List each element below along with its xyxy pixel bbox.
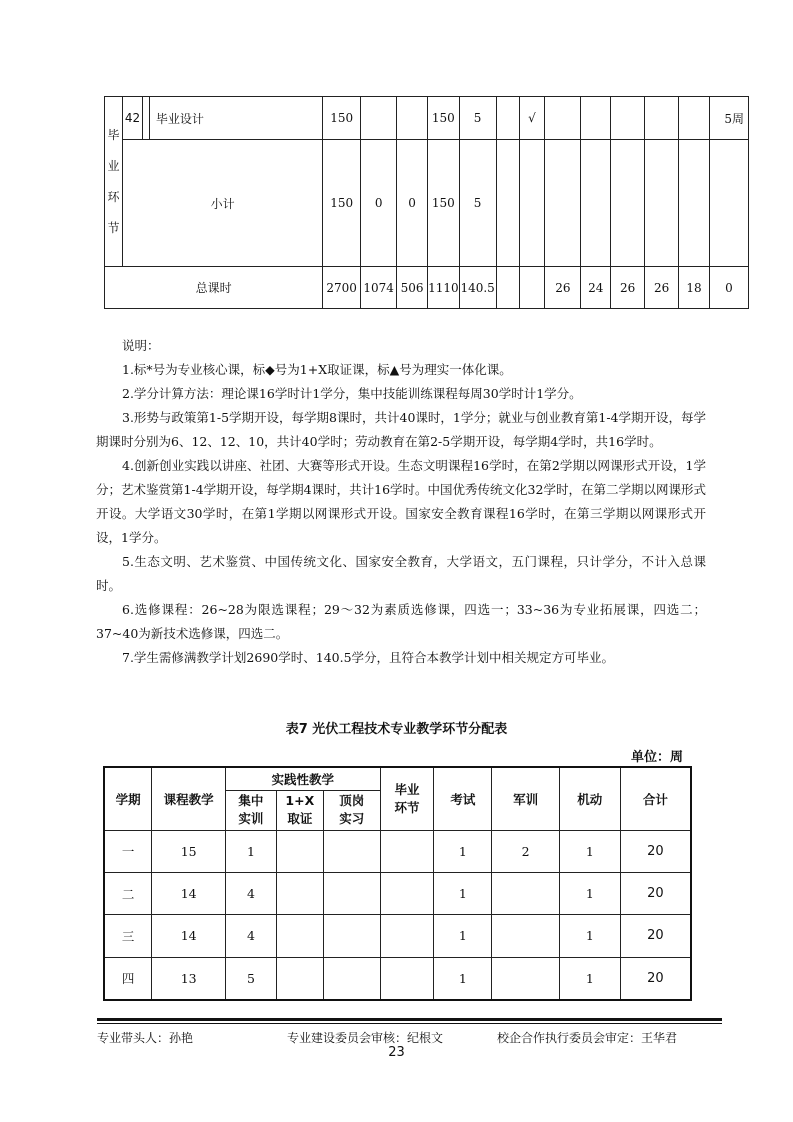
table-cell xyxy=(361,97,397,140)
cell-centralized: 4 xyxy=(226,872,277,914)
note-item: 7.学生需修满教学计划2690学时、140.5学分，且符合本教学计划中相关规定方可毕业。 xyxy=(122,650,615,665)
page-number: 23 xyxy=(388,1045,405,1060)
cell-term: 四 xyxy=(104,957,152,1000)
cell-exam: 1 xyxy=(434,830,492,872)
cell-exam: 1 xyxy=(434,957,492,1000)
table-cell: 26 xyxy=(645,267,679,309)
cell-course: 14 xyxy=(152,872,226,914)
note-item: 1.标*号为专业核心课，标◆号为1+X取证课，标▲号为理实一体化课。 xyxy=(122,362,512,377)
header-military: 军训 xyxy=(492,767,560,830)
cell-course: 14 xyxy=(152,915,226,957)
course-plan-table-continued xyxy=(104,96,749,309)
header-term: 学期 xyxy=(104,767,152,830)
course-name: 毕业设计 xyxy=(149,97,322,140)
table7-title: 表7 光伏工程技术专业教学环节分配表 xyxy=(285,722,508,737)
table-cell xyxy=(581,97,611,140)
cell-term: 二 xyxy=(104,872,152,914)
table-row xyxy=(104,957,691,1000)
table-cell xyxy=(519,140,545,267)
cell-flexible: 1 xyxy=(559,915,620,957)
footer-leader: 专业带头人：孙艳 xyxy=(97,1031,194,1045)
table-cell xyxy=(496,267,519,309)
cell-centralized: 5 xyxy=(226,957,277,1000)
table-cell: √ xyxy=(519,97,545,140)
cell-internship xyxy=(323,957,380,1000)
cell-exam: 1 xyxy=(434,915,492,957)
category-char: 毕 xyxy=(107,127,120,142)
category-cell xyxy=(105,97,123,267)
header-internship xyxy=(323,791,380,830)
table-cell: 26 xyxy=(545,267,581,309)
cell-course: 13 xyxy=(152,957,226,1000)
cell-cert xyxy=(276,830,323,872)
cell-graduation xyxy=(380,957,434,1000)
cell-internship xyxy=(323,872,380,914)
cell-graduation xyxy=(380,872,434,914)
total-label: 总课时 xyxy=(105,267,323,309)
category-char: 节 xyxy=(107,220,120,235)
cell-total: 20 xyxy=(620,957,691,1000)
header-flexible: 机动 xyxy=(559,767,620,830)
cell-centralized: 4 xyxy=(226,915,277,957)
cell-centralized: 1 xyxy=(226,830,277,872)
header-total: 合计 xyxy=(620,767,691,830)
cell-cert xyxy=(276,872,323,914)
cell-flexible: 1 xyxy=(559,957,620,1000)
course-index: 42 xyxy=(122,97,142,140)
table7-unit: 单位：周 xyxy=(630,750,683,765)
category-char: 环 xyxy=(107,189,120,204)
table-cell xyxy=(496,140,519,267)
cell-graduation xyxy=(380,915,434,957)
table-row xyxy=(104,915,691,957)
table-cell xyxy=(611,97,645,140)
table-cell: 150 xyxy=(323,140,361,267)
table-row xyxy=(105,97,749,140)
cell-total: 20 xyxy=(620,915,691,957)
table-cell xyxy=(581,140,611,267)
cell-term: 三 xyxy=(104,915,152,957)
header-internship-text: 顶岗实习 xyxy=(339,793,365,827)
table-cell: 150 xyxy=(323,97,361,140)
cell-graduation xyxy=(380,830,434,872)
table-cell: 5周 xyxy=(709,97,748,140)
table-cell: 2700 xyxy=(323,267,361,309)
table-cell xyxy=(545,140,581,267)
table-row xyxy=(105,140,749,267)
cell-course: 15 xyxy=(152,830,226,872)
footer-committee: 专业建设委员会审核：纪根文 xyxy=(287,1031,444,1045)
footer-school-enterprise: 校企合作执行委员会审定：王华君 xyxy=(497,1031,678,1045)
header-graduation xyxy=(380,767,434,830)
table-header-row xyxy=(104,767,691,791)
cell-military xyxy=(492,872,560,914)
notes-heading: 说明： xyxy=(122,338,160,353)
table-cell xyxy=(496,97,519,140)
table-cell: 24 xyxy=(581,267,611,309)
table-cell xyxy=(397,97,428,140)
table-cell: 150 xyxy=(428,140,460,267)
teaching-allocation-table xyxy=(103,766,692,1001)
header-course: 课程教学 xyxy=(152,767,226,830)
cell-cert xyxy=(276,915,323,957)
header-centralized xyxy=(226,791,277,830)
cell-total: 20 xyxy=(620,872,691,914)
cell-military xyxy=(492,957,560,1000)
cell-flexible: 1 xyxy=(559,872,620,914)
cell-total: 20 xyxy=(620,830,691,872)
cell-internship xyxy=(323,830,380,872)
cell-cert xyxy=(276,957,323,1000)
table-cell: 0 xyxy=(361,140,397,267)
note-item: 5.生态文明、艺术鉴赏、中国传统文化、国家安全教育，大学语文，五门课程，只计学分，不计入总课时。 xyxy=(96,554,706,593)
table-cell xyxy=(679,140,710,267)
table-cell: 5 xyxy=(459,140,496,267)
cell-internship xyxy=(323,915,380,957)
subtotal-label: 小计 xyxy=(122,140,322,267)
table-cell: 26 xyxy=(611,267,645,309)
note-item: 2.学分计算方法：理论课16学时计1学分，集中技能训练课程每周30学时计1学分。 xyxy=(122,386,582,401)
table-cell xyxy=(611,140,645,267)
table-cell xyxy=(709,140,748,267)
note-item: 6.选修课程：26~28为限选课程；29～32为素质选修课，四选一；33~36为专业拓展课，四选二；37~40为新技术选修课，四选二。 xyxy=(96,602,706,641)
cell-military xyxy=(492,915,560,957)
table-cell: 140.5 xyxy=(459,267,496,309)
header-centralized-text: 集中实训 xyxy=(238,793,264,827)
table-cell: 0 xyxy=(709,267,748,309)
note-item: 4.创新创业实践以讲座、社团、大赛等形式开设。生态文明课程16学时，在第2学期以网课形式开设，1学分；艺术鉴赏第1-4学期开设，每学期4课时，共计16学时。中国优秀传统文化32学时，在第二学期以网课形式开设。大学语文30学时，在第1学期以网课形式开设。国家安全教育课程16学时，在第三学期以网课形式开设，1学分。 xyxy=(96,458,706,545)
table-cell xyxy=(645,97,679,140)
footer-divider xyxy=(97,1023,722,1024)
cell-military: 2 xyxy=(492,830,560,872)
table-cell: 18 xyxy=(679,267,710,309)
table-cell xyxy=(519,267,545,309)
table-cell xyxy=(679,97,710,140)
table-cell: 1074 xyxy=(361,267,397,309)
note-item: 3.形势与政策第1-5学期开设，每学期8课时，共计40课时，1学分；就业与创业教育第1-4学期开设，每学期课时分别为6、12、12、10，共计40学时；劳动教育在第2-5学期开设，每学期4学时，共16学时。 xyxy=(96,410,706,449)
table-row xyxy=(104,872,691,914)
footer-divider xyxy=(97,1018,722,1021)
cell-flexible: 1 xyxy=(559,830,620,872)
notes-section xyxy=(96,334,706,670)
table-cell xyxy=(645,140,679,267)
table-cell: 5 xyxy=(459,97,496,140)
table-cell: 506 xyxy=(397,267,428,309)
table-cell xyxy=(545,97,581,140)
table-cell: 150 xyxy=(428,97,460,140)
table-row xyxy=(104,830,691,872)
table-cell: 0 xyxy=(397,140,428,267)
header-cert xyxy=(276,791,323,830)
table-cell: 1110 xyxy=(428,267,460,309)
header-practice-group: 实践性教学 xyxy=(226,767,381,791)
header-graduation-text: 毕业环节 xyxy=(394,781,420,815)
cell-exam: 1 xyxy=(434,872,492,914)
category-char: 业 xyxy=(107,158,120,173)
header-exam: 考试 xyxy=(434,767,492,830)
header-cert-text: 1+X取证 xyxy=(285,793,315,827)
course-mark-cell xyxy=(142,97,149,140)
table-row xyxy=(105,267,749,309)
cell-term: 一 xyxy=(104,830,152,872)
